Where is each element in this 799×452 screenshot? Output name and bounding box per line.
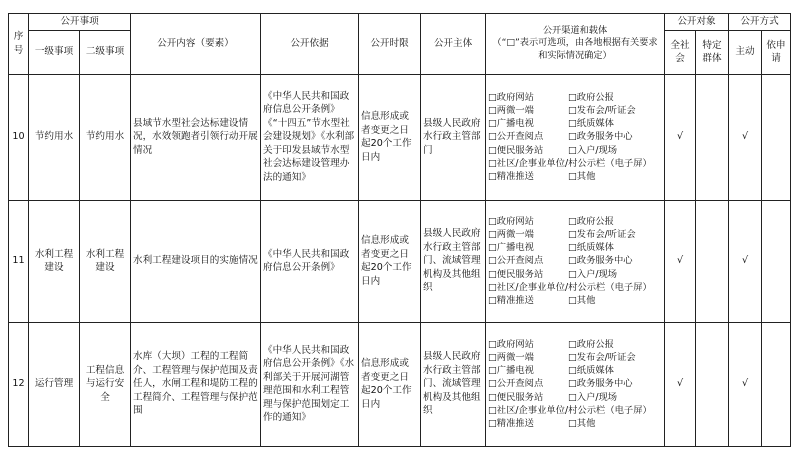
row-level2: 节约用水 <box>80 74 131 200</box>
header-channels-note: （“□”表示可选项，由各地根据有关要求和实际情况确定） <box>492 37 658 62</box>
channel-line <box>488 268 662 281</box>
table-row <box>9 200 791 322</box>
table-row <box>9 74 791 200</box>
header-time-limit: 公开时限 <box>359 14 421 75</box>
header-target-all: 全社会 <box>665 30 696 74</box>
header-category: 公开事项 <box>29 14 131 31</box>
channel-line <box>488 338 662 351</box>
disclosure-table-wrapper <box>8 13 791 447</box>
channel-option: □社区/企事业单位/村公示栏（电子屏） <box>488 157 652 169</box>
channel-option: □入户/现场 <box>568 268 618 280</box>
row-time-limit: 信息形成或者变更之日起20个工作日内 <box>359 74 421 200</box>
channel-line <box>488 130 662 143</box>
channel-option: □政务服务中心 <box>568 378 633 390</box>
channel-option: □两微一端 <box>488 351 534 363</box>
header-mode-request: 依申请 <box>762 30 791 74</box>
channel-option: □公开查阅点 <box>488 255 544 267</box>
channel-line <box>488 104 662 117</box>
channel-line <box>488 377 662 390</box>
channel-option: □其他 <box>568 171 596 182</box>
channel-line <box>488 254 662 267</box>
row-mode-active: √ <box>729 74 762 200</box>
channel-option: □公开查阅点 <box>488 378 544 390</box>
channel-option: □政府公报 <box>568 338 614 350</box>
header-seq: 序号 <box>9 14 29 75</box>
header-level1: 一级事项 <box>29 30 80 74</box>
channel-option: □精准推送 <box>488 295 534 306</box>
channel-line <box>488 117 662 130</box>
channel-line <box>488 364 662 377</box>
row-mode-request <box>762 200 791 322</box>
row-target-all: √ <box>665 200 696 322</box>
channel-option: □政府公报 <box>568 91 614 103</box>
channel-option: □其他 <box>568 418 596 429</box>
row-channels <box>486 74 665 200</box>
channel-line <box>488 294 662 307</box>
channel-option: □两微一端 <box>488 104 534 116</box>
channel-option: □政府网站 <box>488 338 534 350</box>
channel-option: □政府公报 <box>568 215 614 227</box>
channel-option: □便民服务站 <box>488 268 544 280</box>
channel-option: □精准推送 <box>488 171 534 182</box>
channel-line <box>488 215 662 228</box>
channel-line <box>488 91 662 104</box>
row-level1: 节约用水 <box>29 74 80 200</box>
row-subject: 县级人民政府水行政主管部门、流域管理机构及其他组织 <box>421 322 486 446</box>
header-channels-title: 公开渠道和载体 <box>542 24 608 36</box>
channel-option: □便民服务站 <box>488 144 544 156</box>
row-time-limit: 信息形成或者变更之日起20个工作日内 <box>359 322 421 446</box>
header-basis: 公开依据 <box>261 14 359 75</box>
row-subject: 县级人民政府水行政主管部门、流域管理机构及其他组织 <box>421 200 486 322</box>
row-subject: 县级人民政府水行政主管部门 <box>421 74 486 200</box>
channel-option: □政府网站 <box>488 91 534 103</box>
channel-option: □发布会/听证会 <box>568 104 636 116</box>
header-level2: 二级事项 <box>80 30 131 74</box>
channel-option: □精准推送 <box>488 418 534 429</box>
row-content: 水库（大坝）工程的工程简介、工程管理与保护范围及责任人，水闸工程和堤防工程的工程简介、工程管理与保护范围 <box>131 322 261 446</box>
channel-option: □社区/企事业单位/村公示栏（电子屏） <box>488 281 652 293</box>
channel-option: □纸质媒体 <box>568 242 614 254</box>
channel-option: □广播电视 <box>488 242 534 254</box>
channel-option: □政务服务中心 <box>568 131 633 143</box>
row-basis: 《中华人民共和国政府信息公开条例》《“十四五”节水型社会建设规划》《水利部关于印发县域节水型社会达标建设管理办法的通知》 <box>261 74 359 200</box>
channel-option: □入户/现场 <box>568 144 618 156</box>
channel-line <box>488 157 662 170</box>
channel-option: □便民服务站 <box>488 391 544 403</box>
channel-option: □其他 <box>568 295 596 306</box>
row-content: 县域节水型社会达标建设情况，水效领跑者引领行动开展情况 <box>131 74 261 200</box>
row-no: 12 <box>9 322 29 446</box>
channel-line <box>488 404 662 417</box>
row-mode-request <box>762 322 791 446</box>
row-target-specific <box>696 74 729 200</box>
channel-line <box>488 281 662 294</box>
row-no: 10 <box>9 74 29 200</box>
channel-option: □公开查阅点 <box>488 131 544 143</box>
channel-line <box>488 351 662 364</box>
row-mode-active: √ <box>729 322 762 446</box>
disclosure-table <box>8 13 791 447</box>
row-basis: 《中华人民共和国政府信息公开条例》 <box>261 200 359 322</box>
row-level2: 工程信息与运行安全 <box>80 322 131 446</box>
channel-option: □广播电视 <box>488 365 534 377</box>
channel-line <box>488 391 662 404</box>
row-target-specific <box>696 200 729 322</box>
header-target-specific: 特定群体 <box>696 30 729 74</box>
row-level1: 水利工程建设 <box>29 200 80 322</box>
channel-option: □两微一端 <box>488 228 534 240</box>
channel-line <box>488 241 662 254</box>
header-content: 公开内容（要素） <box>131 14 261 75</box>
row-target-specific <box>696 322 729 446</box>
header-subject: 公开主体 <box>421 14 486 75</box>
row-channels <box>486 200 665 322</box>
row-level2: 水利工程建设 <box>80 200 131 322</box>
channel-option: □发布会/听证会 <box>568 351 636 363</box>
channel-line <box>488 228 662 241</box>
channel-option: □政府网站 <box>488 215 534 227</box>
header-target: 公开对象 <box>665 14 729 31</box>
channel-option: □纸质媒体 <box>568 118 614 130</box>
channel-line <box>488 170 662 183</box>
row-mode-request <box>762 74 791 200</box>
row-target-all: √ <box>665 322 696 446</box>
row-content: 水利工程建设项目的实施情况 <box>131 200 261 322</box>
channel-option: □发布会/听证会 <box>568 228 636 240</box>
channel-line <box>488 144 662 157</box>
channel-option: □纸质媒体 <box>568 365 614 377</box>
header-mode-active: 主动 <box>729 30 762 74</box>
row-level1: 运行管理 <box>29 322 80 446</box>
row-no: 11 <box>9 200 29 322</box>
row-target-all: √ <box>665 74 696 200</box>
table-row <box>9 322 791 446</box>
channel-option: □广播电视 <box>488 118 534 130</box>
channel-line <box>488 417 662 430</box>
row-channels <box>486 322 665 446</box>
row-time-limit: 信息形成或者变更之日起20个工作日内 <box>359 200 421 322</box>
channel-option: □政务服务中心 <box>568 255 633 267</box>
channel-option: □社区/企事业单位/村公示栏（电子屏） <box>488 404 652 416</box>
row-basis: 《中华人民共和国政府信息公开条例》《水利部关于开展河湖管理范围和水利工程管理与保护范围划定工作的通知》 <box>261 322 359 446</box>
header-channels <box>486 14 665 75</box>
channel-option: □入户/现场 <box>568 391 618 403</box>
header-mode: 公开方式 <box>729 14 791 31</box>
row-mode-active: √ <box>729 200 762 322</box>
